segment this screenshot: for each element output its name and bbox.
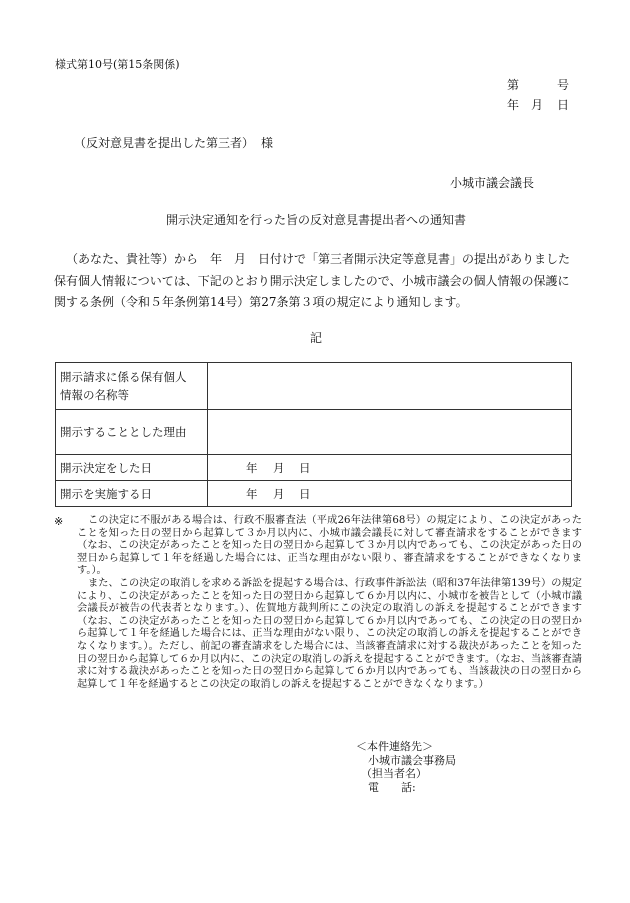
info-name-label-line2: 情報の名称等 xyxy=(60,388,129,402)
document-number-label: 第 xyxy=(507,78,520,92)
decision-month-label: 月 xyxy=(273,460,285,475)
sender-name: 小城市議会議長 xyxy=(450,176,535,190)
contact-person: （担当者名） xyxy=(361,767,427,780)
contact-heading: ＜本件連絡先＞ xyxy=(356,740,433,753)
appeal-paragraph-1: この決定に不服がある場合は、行政不服審査法（平成26年法律第68号）の規定により、この決定があったことを知った日の翌日から起算して３か月以内に、小城市議会議長に対して審査請求をすることができます（なお、この決定があったことを知った日の翌日から起算して３か月以内であっても、この決定があった日の翌日から起算して１年を経過した場合には、正当な理由がない限り、審査請求をすることができなくなります。）。 xyxy=(77,515,582,577)
decision-year-label: 年 xyxy=(246,460,258,475)
contact-office: 小城市議会事務局 xyxy=(368,753,456,767)
document-title: 開示決定通知を行った旨の反対意見書提出者への通知書 xyxy=(166,213,467,227)
document-number-suffix: 号 xyxy=(557,78,570,92)
reason-value xyxy=(208,410,572,455)
decision-date-value xyxy=(208,455,572,481)
table-row xyxy=(56,363,572,410)
appeal-notice xyxy=(77,515,582,691)
body-line-1: （あなた、貴社等）から 年 月 日付けで「第三者開示決定等意見書」の提出がありました xyxy=(66,252,571,266)
table-row xyxy=(56,481,572,507)
date-year-label: 年 xyxy=(507,98,520,112)
appeal-paragraph-2: また、この決定の取消しを求める訴訟を提起する場合は、行政事件訴訟法（昭和37年法律第139号）の規定により、この決定があったことを知った日の翌日から起算して６か月以内に、小城市を被告として（小城市議会議長が被告の代表者となります。）、佐賀地方裁判所にこの決定の取消しの訴えを提起することができます（なお、この決定があったことを知った日の翌日から起算して６か月以内であっても、この決定の日の翌日から起算して１年を経過した場合には、正当な理由がない限り、この決定の取消しの訴えを提起することができなくなります。）。ただし、前記の審査請求をした場合には、当該審査請求に対する裁決があったことを知った日の翌日から起算して６か月以内に、この決定の取消しの訴えを提起することができます。（なお、当該審査請求に対する裁決があったことを知った日の翌日から起算して６か月以内であっても、当該裁決の日の翌日から起算して１年を経過するとこの決定の取消しの訴えを提起することができなくなります。） xyxy=(77,577,582,690)
note-mark: ※ xyxy=(54,515,64,528)
record-table xyxy=(55,362,572,507)
date-day-label: 日 xyxy=(557,98,570,112)
table-label-cell xyxy=(56,363,208,410)
contact-block xyxy=(356,740,456,794)
recipient-name: （反対意見書を提出した第三者） xyxy=(74,136,255,150)
table-row xyxy=(56,410,572,455)
ki-heading: 記 xyxy=(310,331,323,345)
decision-day-label: 日 xyxy=(299,460,311,475)
info-name-label-line1: 開示請求に係る保有個人 xyxy=(60,370,187,384)
date-month-label: 月 xyxy=(531,98,544,112)
implementation-year-label: 年 xyxy=(246,486,258,501)
implementation-date-value xyxy=(208,481,572,507)
decision-date-label: 開示決定をした日 xyxy=(56,455,208,481)
implementation-month-label: 月 xyxy=(273,486,285,501)
body-line-2: 保有個人情報については、下記のとおり開示決定しましたので、小城市議会の個人情報の保護に xyxy=(54,273,570,288)
implementation-day-label: 日 xyxy=(299,486,311,501)
contact-phone: 電 話: xyxy=(368,780,416,794)
form-number: 様式第10号(第15条関係) xyxy=(55,58,180,71)
table-row xyxy=(56,455,572,481)
recipient-honorific: 様 xyxy=(261,136,274,150)
body-text xyxy=(54,249,614,314)
implementation-date-label: 開示を実施する日 xyxy=(56,481,208,507)
body-line-3: 関する条例（令和５年条例第14号）第27条第３項の規定により通知します。 xyxy=(54,295,468,309)
reason-label: 開示することとした理由 xyxy=(56,410,208,455)
info-name-value xyxy=(208,363,572,410)
